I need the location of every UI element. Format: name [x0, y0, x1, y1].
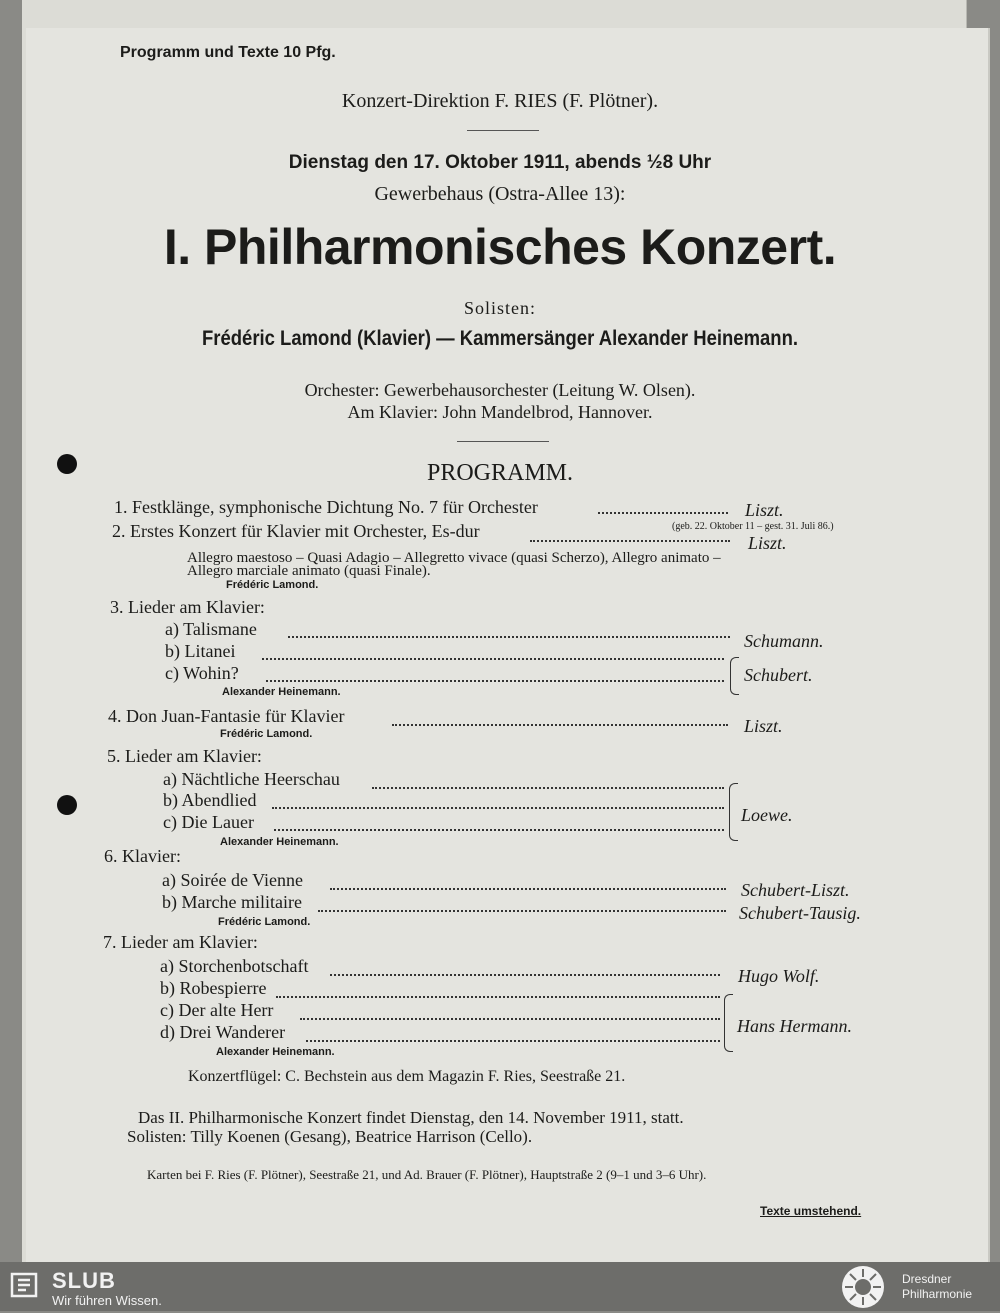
composer: Hugo Wolf.: [738, 966, 820, 986]
program-item-2: 2. Erstes Konzert für Klavier mit Orchester, Es-dur: [112, 521, 480, 541]
performer: Alexander Heinemann.: [216, 1046, 335, 1058]
composer: Schubert-Liszt.: [741, 880, 850, 900]
dot-leader: [530, 540, 730, 542]
composer: Liszt.: [744, 716, 783, 736]
dot-leader: [300, 1018, 720, 1020]
song: c) Der alte Herr: [160, 1000, 274, 1020]
concert-title: I. Philharmonisches Konzert.: [163, 219, 837, 275]
accompanist-line: Am Klavier: John Mandelbrod, Hannover.: [347, 402, 653, 422]
dot-leader: [272, 807, 724, 809]
composer: Schubert-Tausig.: [739, 903, 861, 923]
soloists: Frédéric Lamond (Klavier) — Kammersänger Alexander Heinemann.: [201, 327, 799, 350]
ornament-divider: [467, 130, 539, 131]
song: b) Robespierre: [160, 978, 267, 998]
program-item-7: 7. Lieder am Klavier:: [103, 932, 258, 952]
composer: Liszt.: [745, 500, 784, 520]
song: d) Drei Wanderer: [160, 1022, 286, 1042]
composer: Schumann.: [744, 631, 824, 651]
movements: Allegro maestoso – Quasi Adagio – Allegretto vivace (quasi Scherzo), Allegro animato –: [187, 550, 721, 566]
piece: b) Marche militaire: [162, 892, 302, 912]
brace: [730, 657, 739, 695]
venue: Gewerbehaus (Ostra-Allee 13):: [374, 183, 626, 205]
brace: [729, 783, 738, 841]
composer-dates: (geb. 22. Oktober 11 – gest. 31. Juli 86.): [672, 521, 834, 532]
tickets: Karten bei F. Ries (F. Plötner), Seestraße 21, und Ad. Brauer (F. Plötner), Hauptstraße 2 (9–1 und 3–6 Uhr).: [147, 1167, 707, 1182]
program-item-6: 6. Klavier:: [104, 846, 181, 866]
performer: Frédéric Lamond.: [220, 728, 313, 740]
song: c) Wohin?: [165, 663, 239, 683]
philharmonie-name-2: Philharmonie: [902, 1287, 973, 1301]
brace: [724, 994, 733, 1052]
dot-leader: [318, 910, 726, 912]
philharmonie-name-1: Dresdner: [902, 1272, 952, 1286]
concert-datetime: Dienstag den 17. Oktober 1911, abends ½8 Uhr: [288, 152, 712, 173]
slub-name: SLUB: [52, 1268, 116, 1293]
performer: Alexander Heinemann.: [220, 836, 339, 848]
performer: Frédéric Lamond.: [226, 579, 319, 591]
footer-bar: [0, 1262, 1000, 1311]
dot-leader: [288, 636, 730, 638]
program-item-5: 5. Lieder am Klavier:: [107, 746, 262, 766]
piano-note: Konzertflügel: C. Bechstein aus dem Magazin F. Ries, Seestraße 21.: [188, 1068, 626, 1085]
slub-tagline: Wir führen Wissen.: [52, 1293, 162, 1308]
dot-leader: [266, 680, 724, 682]
song: a) Talismane: [165, 619, 257, 639]
next-concert: Das II. Philharmonische Konzert findet Dienstag, den 14. November 1911, statt.: [138, 1108, 684, 1127]
song: b) Abendlied: [163, 790, 257, 810]
program-item-1: 1. Festklänge, symphonische Dichtung No. 7 für Orchester: [114, 497, 538, 517]
dot-leader: [274, 829, 724, 831]
dot-leader: [330, 888, 726, 890]
composer: Hans Hermann.: [737, 1016, 852, 1036]
solisten-label: Solisten:: [463, 298, 536, 318]
price-note: Programm und Texte 10 Pfg.: [120, 44, 336, 61]
composer: Schubert.: [744, 665, 813, 685]
next-soloists: Solisten: Tilly Koenen (Gesang), Beatrice Harrison (Cello).: [127, 1127, 533, 1146]
composer: Loewe.: [741, 805, 793, 825]
dot-leader: [262, 658, 724, 660]
punch-hole: [57, 795, 77, 815]
texte-note: Texte umstehend.: [760, 1204, 862, 1218]
performer: Frédéric Lamond.: [218, 916, 311, 928]
movements: Allegro marciale animato (quasi Finale).: [187, 563, 431, 579]
philharmonie-logo-icon: [842, 1266, 884, 1308]
dot-leader: [330, 974, 720, 976]
ornament-divider: [457, 441, 549, 442]
song: a) Storchenbotschaft: [160, 956, 309, 976]
piece: a) Soirée de Vienne: [162, 870, 304, 890]
direktion: Konzert-Direktion F. RIES (F. Plötner).: [341, 90, 659, 112]
dot-leader: [306, 1040, 720, 1042]
dot-leader: [276, 996, 720, 998]
song: c) Die Lauer: [163, 812, 254, 832]
programm-heading: PROGRAMM.: [426, 460, 574, 486]
song: b) Litanei: [165, 641, 236, 661]
dot-leader: [372, 787, 724, 789]
composer: Liszt.: [748, 533, 787, 553]
performer: Alexander Heinemann.: [222, 686, 341, 698]
slub-logo-icon: [10, 1270, 38, 1300]
dot-leader: [598, 512, 728, 514]
song: a) Nächtliche Heerschau: [163, 769, 340, 789]
orchestra-line: Orchester: Gewerbehausorchester (Leitung W. Olsen).: [304, 380, 696, 400]
program-item-4: 4. Don Juan-Fantasie für Klavier: [108, 706, 345, 726]
dot-leader: [392, 724, 728, 726]
program-item-3: 3. Lieder am Klavier:: [110, 597, 265, 617]
